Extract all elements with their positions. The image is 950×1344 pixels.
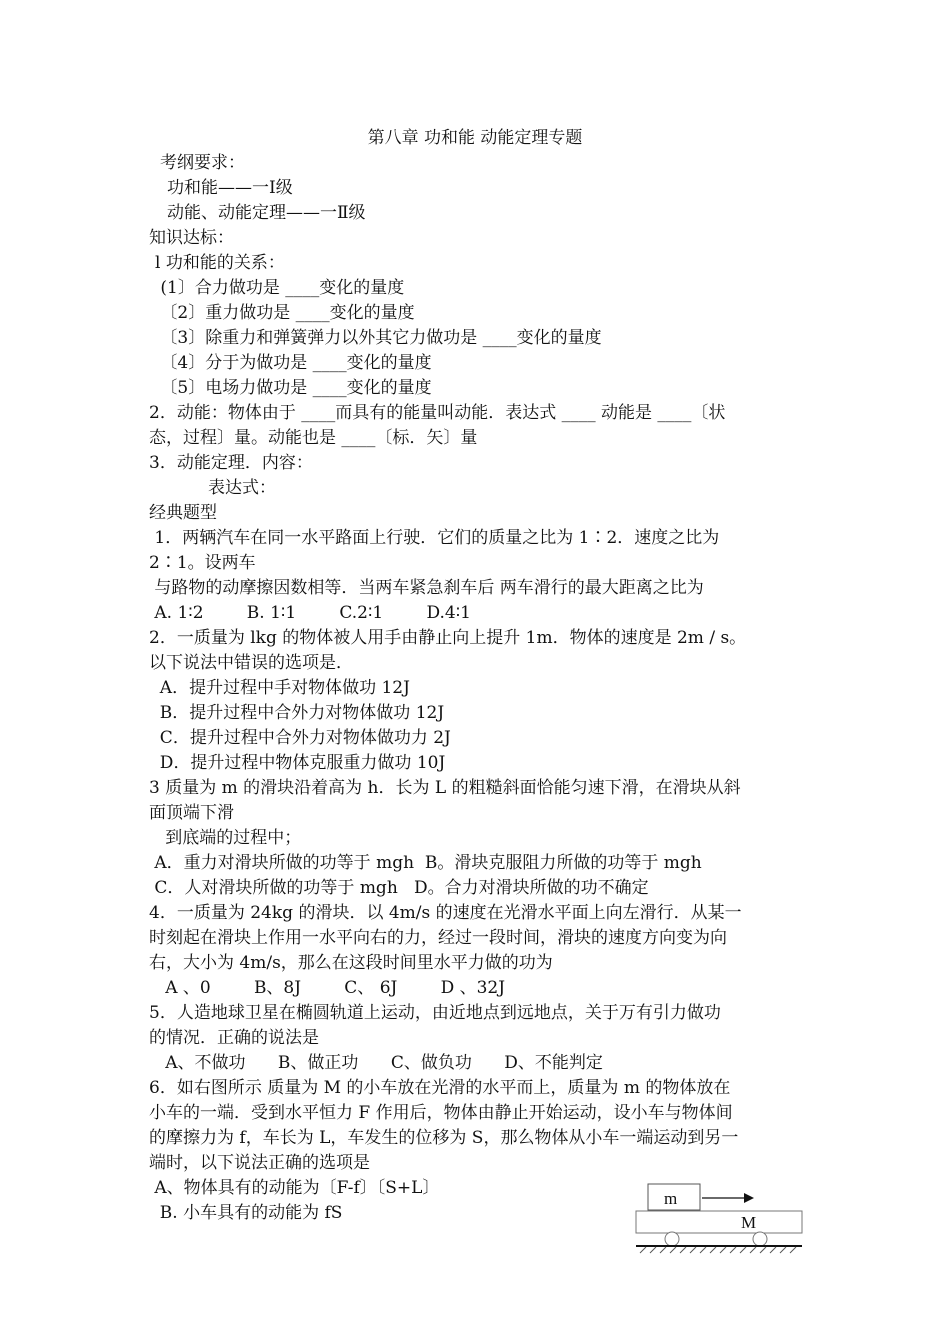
knowledge-line: 3．动能定理．内容： (149, 453, 313, 473)
problem-line: A．提升过程中手对物体做功 12J (149, 678, 410, 698)
problem-line: D．提升过程中物体克服重力做功 10J (149, 753, 446, 773)
force-arrowhead (744, 1193, 754, 1203)
syllabus-item: 功和能——一Ⅰ级 (167, 178, 293, 198)
problem-line: 以下说法中错误的选项是． (149, 653, 353, 673)
syllabus-heading: 考纲要求： (160, 153, 245, 173)
problem-line: 3 质量为 m 的滑块沿着高为 h．长为 L 的粗糙斜面恰能匀速下滑，在滑块从斜 (149, 778, 741, 798)
problem-line: B. 小车具有的动能为 fS (149, 1203, 343, 1223)
problem-line: C．人对滑块所做的功等于 mgh D。合力对滑块所做的功不确定 (149, 878, 649, 898)
knowledge-line: 〔5〕电场力做功是 ____变化的量度 (155, 378, 432, 398)
block-label: m (664, 1189, 678, 1208)
problem-line: A 、0 B、8J C、 6J D 、32J (149, 978, 506, 998)
problem-line: A．重力对滑块所做的功等于 mgh B。滑块克服阻力所做的功等于 mgh (149, 853, 702, 873)
problem-line: A、不做功 B、做正功 C、做负功 D、不能判定 (149, 1053, 603, 1073)
knowledge-line: 〔2〕重力做功是 ____变化的量度 (155, 303, 415, 323)
ground-hatching (640, 1247, 796, 1253)
knowledge-line: 2．动能：物体由于 ____而具有的能量叫动能．表达式 ____ 动能是 ____〔状 (149, 403, 726, 423)
cart-block-figure (634, 1182, 804, 1254)
problem-line: 小车的一端．受到水平恒力 F 作用后，物体由静止开始运动，设小车与物体间 (149, 1103, 733, 1123)
problem-line: 到底端的过程中； (149, 828, 302, 848)
knowledge-line: 〔4〕分于为做功是 ____变化的量度 (155, 353, 432, 373)
problem-line: A. 1∶2 B. 1∶1 C.2∶1 D.4∶1 (149, 603, 471, 623)
knowledge-line: 〔3〕除重力和弹簧弹力以外其它力做功是 ____变化的量度 (155, 328, 602, 348)
problem-line: 2．一质量为 lkg 的物体被人用手由静止向上提升 1m．物体的速度是 2m / s。 (149, 628, 747, 648)
syllabus-item: 动能、动能定理——一Ⅱ级 (167, 203, 366, 223)
knowledge-line: 表达式： (208, 478, 276, 498)
wheel-right (753, 1232, 767, 1246)
cart-M (636, 1211, 802, 1233)
problem-line: 面顶端下滑 (149, 803, 234, 823)
problem-line: 右，大小为 4m/s，那么在这段时间里水平力做的功为 (149, 953, 553, 973)
cart-label: M (741, 1213, 757, 1232)
problems-heading: 经典题型 (149, 503, 217, 523)
problem-line: 6．如右图所示 质量为 M 的小车放在光滑的水平而上，质量为 m 的物体放在 (149, 1078, 731, 1098)
problem-line: 2∶1。设两车 (149, 553, 256, 573)
knowledge-line: 态，过程〕量。动能也是 ____〔标．矢〕量 (149, 428, 478, 448)
knowledge-line: l 功和能的关系： (155, 253, 285, 273)
problem-line: 的情况．正确的说法是 (149, 1028, 319, 1048)
problem-line: 与路物的动摩擦因数相等．当两车紧急刹车后 两车滑行的最大距离之比为 (149, 578, 704, 598)
problem-line: B．提升过程中合外力对物体做功 12J (149, 703, 445, 723)
wheel-left (665, 1232, 679, 1246)
problem-line: 5．人造地球卫星在椭圆轨道上运动，由近地点到远地点，关于万有引力做功 (149, 1003, 721, 1023)
problem-line: 时刻起在滑块上作用一水平向右的力，经过一段时间，滑块的速度方向变为向 (149, 928, 727, 948)
knowledge-heading: 知识达标： (149, 228, 234, 248)
problem-line: 的摩擦力为 f，车长为 L，车发生的位移为 S，那么物体从小车一端运动到另一 (149, 1128, 739, 1148)
problem-line: A、物体具有的动能为〔F-f〕〔S+L〕 (149, 1178, 440, 1198)
problem-line: 1．两辆汽车在同一水平路面上行驶．它们的质量之比为 1∶2．速度之比为 (149, 528, 720, 548)
problem-line: 端时，以下说法正确的选项是 (149, 1153, 370, 1173)
knowledge-line: (1〕合力做功是 ____变化的量度 (155, 278, 405, 298)
problem-line: C．提升过程中合外力对物体做功力 2J (149, 728, 451, 748)
page-title: 第八章 功和能 动能定理专题 (367, 128, 583, 148)
problem-line: 4．一质量为 24kg 的滑块．以 4m/s 的速度在光滑水平面上向左滑行．从某一 (149, 903, 742, 923)
